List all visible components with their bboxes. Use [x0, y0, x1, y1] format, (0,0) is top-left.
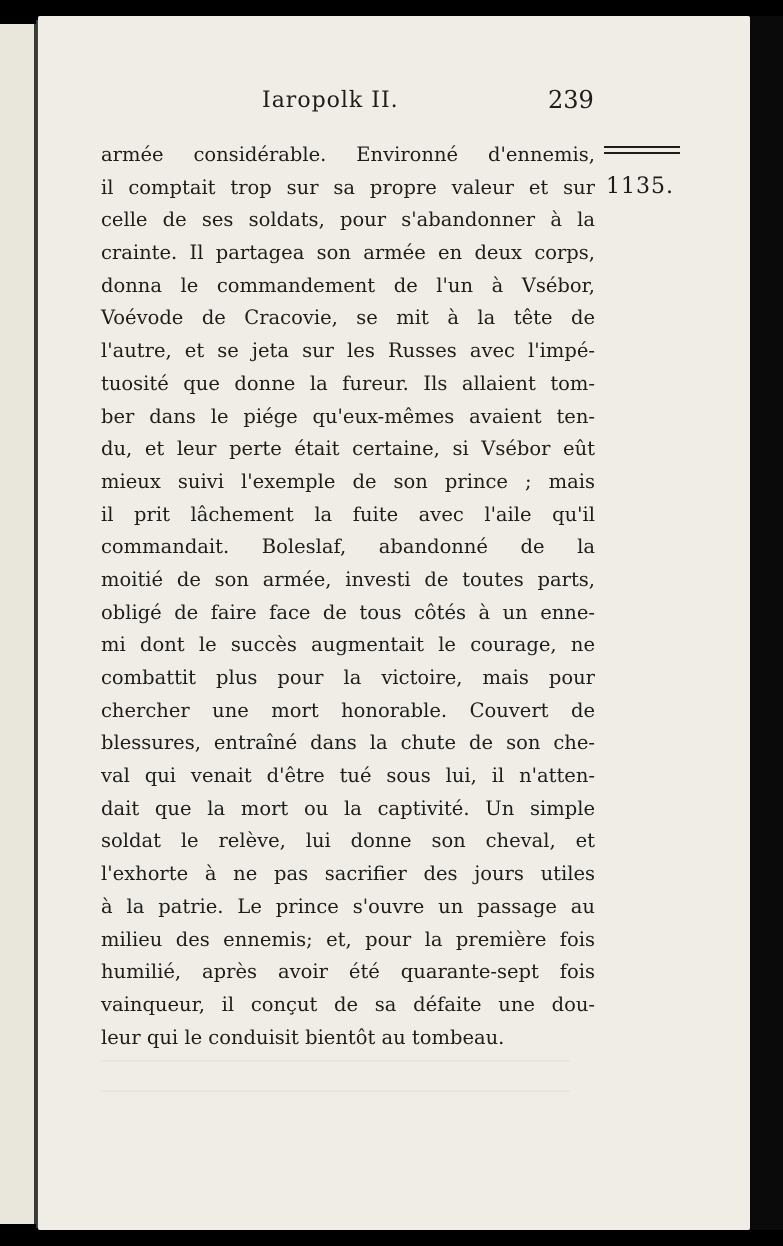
text-line: l'autre, et se jeta sur les Russes avec l'impé- [101, 339, 595, 363]
text-line: leur qui le conduisit bientôt au tombeau. [101, 1025, 505, 1049]
text-line: obligé de faire face de tous côtés à un enne- [101, 600, 595, 624]
text-line: donna le commandement de l'un à Vsébor, [101, 273, 595, 297]
text-line: commandait. Boleslaf, abandonné de la [101, 535, 595, 559]
text-line: crainte. Il partagea son armée en deux corps, [101, 241, 595, 265]
margin-rule-top [604, 146, 680, 148]
text-line: soldat le relève, lui donne son cheval, et [101, 829, 595, 853]
text-line: humilié, après avoir été quarante-sept fois [101, 960, 595, 984]
text-line: ber dans le piége qu'eux-mêmes avaient ten- [101, 404, 595, 428]
text-line: il prit lâchement la fuite avec l'aile qu'il [101, 502, 595, 526]
show-through [100, 1060, 570, 1120]
text-line: Voévode de Cracovie, se mit à la tête de [101, 306, 595, 330]
body-text [101, 139, 595, 1054]
text-line: milieu des ennemis; et, pour la première fois [101, 927, 595, 951]
text-line: du, et leur perte était certaine, si Vsébor eût [101, 437, 595, 461]
running-head: Iaropolk II. [262, 88, 399, 113]
text-line: val qui venait d'être tué sous lui, il n'atten- [101, 764, 595, 788]
text-line: combattit plus pour la victoire, mais pour [101, 666, 595, 689]
text-line: armée considérable. Environné d'ennemis, [101, 143, 595, 166]
page-edge-shadow [750, 16, 783, 1230]
text-line: à la patrie. Le prince s'ouvre un passage au [101, 894, 595, 918]
text-line: mieux suivi l'exemple de son prince ; mais [101, 469, 595, 493]
text-line: mi dont le succès augmentait le courage, ne [101, 633, 595, 657]
left-page-edge [0, 24, 36, 1224]
margin-date: 1135. [606, 174, 674, 199]
text-line: blessures, entraîné dans la chute de son che- [101, 731, 595, 755]
text-line: chercher une mort honorable. Couvert de [101, 698, 595, 722]
text-line: vainqueur, il conçut de sa défaite une dou- [101, 992, 595, 1016]
text-line: celle de ses soldats, pour s'abandonner à la [101, 208, 595, 232]
margin-rule-bottom [604, 152, 680, 154]
text-line: moitié de son armée, investi de toutes parts, [101, 567, 595, 591]
page-number: 239 [548, 86, 594, 114]
text-line: tuosité que donne la fureur. Ils allaient tom- [101, 371, 595, 395]
text-line: il comptait trop sur sa propre valeur et sur [101, 175, 595, 199]
text-line: dait que la mort ou la captivité. Un simple [101, 796, 595, 820]
text-line: l'exhorte à ne pas sacrifier des jours utiles [101, 862, 595, 886]
